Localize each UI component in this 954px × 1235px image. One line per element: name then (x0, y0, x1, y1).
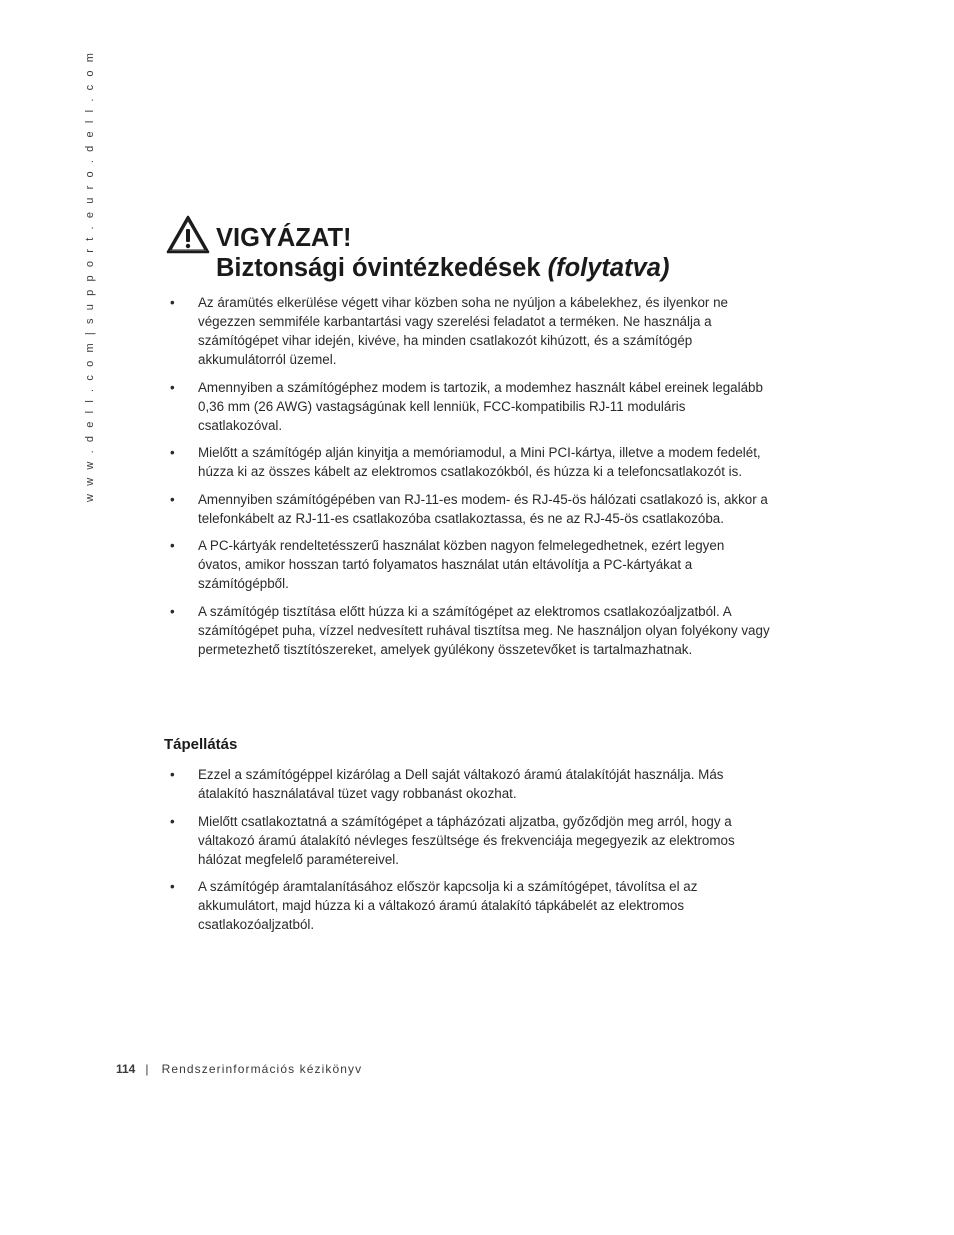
list-item-text: A PC-kártyák rendeltetésszerű használat közben nagyon felmelegedhetnek, ezért legyen óvatos, amikor hosszan tartó folyamatos használat után eltávolítja a PC-kártyákat a számítógépből. (198, 538, 725, 591)
list-item-text: Mielőtt csatlakoztatná a számítógépet a tápházózati aljzatba, győződjön meg arról, hogy a váltakozó áramú átalakító névleges feszültsége és frekvenciája megegyezik az elektromos hálózat megfelelő paramétereivel. (198, 813, 735, 867)
list-item-text: Amennyiben számítógépében van RJ-11-es modem- és RJ-45-ös hálózati csatlakozó is, akkor a telefonkábelt az RJ-11-es csatlakozóba csatlakoztassa, és ne az RJ-45-ös csatlakozóba. (198, 491, 768, 526)
bullet: • (170, 603, 175, 619)
list-item (170, 602, 770, 659)
bullet: • (170, 445, 175, 460)
title-italic: (folytatva) (547, 254, 670, 282)
list-item (170, 443, 770, 481)
safety-list (170, 293, 770, 667)
list-item (170, 536, 770, 593)
bullet: • (170, 491, 175, 507)
list-item (170, 293, 770, 369)
list-item-text: Amennyiben a számítógéphez modem is tartozik, a modemhez használt kábel ereinek legalább 0,36 mm (26 AWG) vastagságúnak kell lenniük, FCC-kompatibilis RJ-11 moduláris csatlakozóval. (198, 379, 763, 433)
list-item (170, 877, 770, 934)
book-title: Rendszerinformációs kézikönyv (161, 1062, 363, 1076)
bullet: • (170, 538, 175, 553)
list-item (170, 765, 770, 803)
list-item-text: A számítógép tisztítása előtt húzza ki a számítógépet az elektromos csatlakozóaljzatból. A számítógépet puha, vízzel nedvesített ruhával tisztítsa meg. Ne használjon olyan folyékony vagy permetezhető tisztítószereket, amelyek gyúlékony összetevőket is tartalmazhatnak. (198, 603, 770, 657)
footer-separator: | (145, 1062, 150, 1076)
section-heading-power: Tápellátás (164, 736, 238, 753)
page-footer (116, 1062, 362, 1076)
sidebar-url: w w w . d e l l . c o m | s u p p o r t . e u r o . d e l l . c o m (84, 50, 96, 502)
warning-triangle-icon (166, 215, 210, 255)
bullet: • (170, 295, 175, 310)
list-item (170, 378, 770, 435)
list-item (170, 490, 770, 528)
bullet: • (170, 813, 175, 829)
page-number: 114 (116, 1062, 136, 1076)
power-list (170, 765, 770, 943)
list-item-text: A számítógép áramtalanításához először kapcsolja ki a számítógépet, távolítsa el az akkumulátort, majd húzza ki a váltakozó áramú átalakító tápkábelét az elektromos csatlakozóaljzatból. (198, 879, 698, 932)
list-item (170, 812, 770, 869)
title-main: Biztonsági óvintézkedések (216, 254, 541, 282)
bullet: • (170, 767, 175, 782)
list-item-text: Mielőtt a számítógép alján kinyitja a memóriamodul, a Mini PCI-kártya, illetve a modem fedelét, húzza ki az összes kábelt az elektromos csatlakozókból, és húzza ki a telefoncsatlakozót is. (198, 445, 761, 479)
list-item-text: Az áramütés elkerülése végett vihar közben soha ne nyúljon a kábelekhez, és ilyenkor ne végezzen semmiféle karbantartási vagy szerelési feladatot a terméken. Ne használja a számítógépet vihar idején, kivéve, ha minden csatlakozót kihúzott, és a számítógép akkumulátorról üzemel. (198, 295, 728, 367)
bullet: • (170, 879, 175, 894)
bullet: • (170, 379, 175, 395)
title-line-2 (216, 253, 669, 283)
title-line-1: VIGYÁZAT! (216, 224, 352, 252)
list-item-text: Ezzel a számítógéppel kizárólag a Dell saját váltakozó áramú átalakítóját használja. Más átalakító használatával tüzet vagy robbanást okozhat. (198, 767, 724, 801)
page-title (216, 223, 669, 283)
